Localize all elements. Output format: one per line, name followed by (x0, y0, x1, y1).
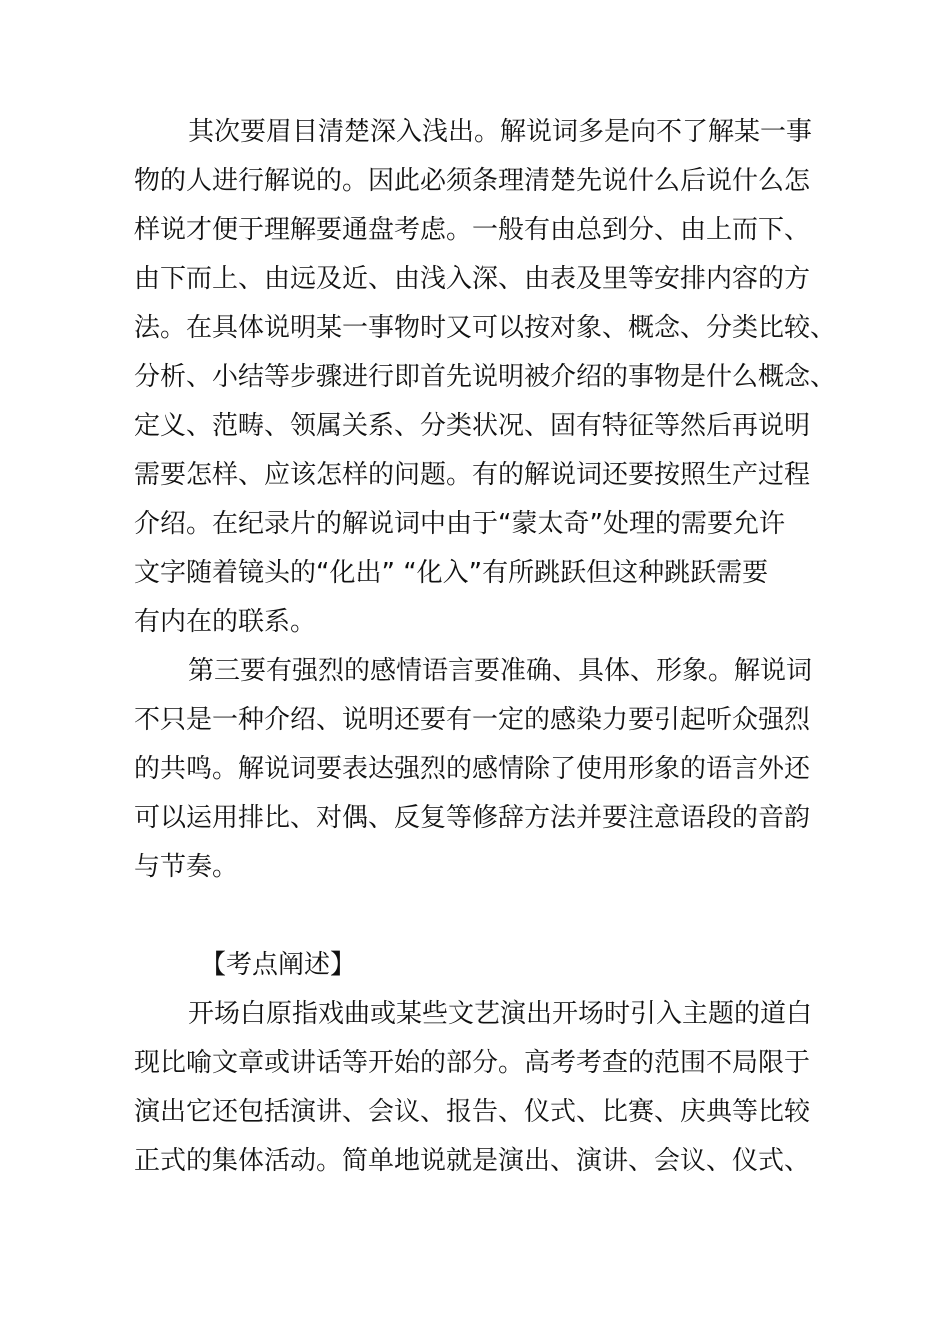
text-line: 开场白原指戏曲或某些文艺演出开场时引入主题的道白 (188, 999, 813, 1029)
text-line: 有内在的联系。 (134, 607, 317, 637)
text-line: 文字随着镜头的“化出” “化入”有所跳跃但这种跳跃需要 (134, 558, 769, 588)
text-line: 样说才便于理解要通盘考虑。一般有由总到分、由上而下、 (134, 215, 811, 245)
text-line: 与节奏。 (134, 852, 239, 882)
text-line: 的共鸣。解说词要表达强烈的感情除了使用形象的语言外还 (134, 754, 811, 784)
section-heading: 【考点阐述】 (200, 950, 357, 980)
text-line: 可以运用排比、对偶、反复等修辞方法并要注意语段的音韵 (134, 803, 811, 833)
text-line: 需要怎样、应该怎样的问题。有的解说词还要按照生产过程 (134, 460, 811, 490)
text-line: 分析、小结等步骤进行即首先说明被介绍的事物是什么概念、 (134, 362, 837, 392)
text-line: 介绍。在纪录片的解说词中由于“蒙太奇”处理的需要允许 (134, 509, 785, 539)
text-line: 现比喻文章或讲话等开始的部分。高考考查的范围不局限于 (134, 1048, 811, 1078)
text-line: 第三要有强烈的感情语言要准确、具体、形象。解说词 (188, 656, 813, 686)
text-line: 物的人进行解说的。因此必须条理清楚先说什么后说什么怎 (134, 166, 811, 196)
text-line: 演出它还包括演讲、会议、报告、仪式、比赛、庆典等比较 (134, 1097, 811, 1127)
text-line: 其次要眉目清楚深入浅出。解说词多是向不了解某一事 (188, 117, 813, 147)
text-line: 法。在具体说明某一事物时又可以按对象、概念、分类比较、 (134, 313, 837, 343)
text-line: 正式的集体活动。简单地说就是演出、演讲、会议、仪式、 (134, 1146, 811, 1176)
text-line: 定义、范畴、领属关系、分类状况、固有特征等然后再说明 (134, 411, 811, 441)
text-line: 由下而上、由远及近、由浅入深、由表及里等安排内容的方 (134, 264, 811, 294)
text-line: 不只是一种介绍、说明还要有一定的感染力要引起听众强烈 (134, 705, 811, 735)
